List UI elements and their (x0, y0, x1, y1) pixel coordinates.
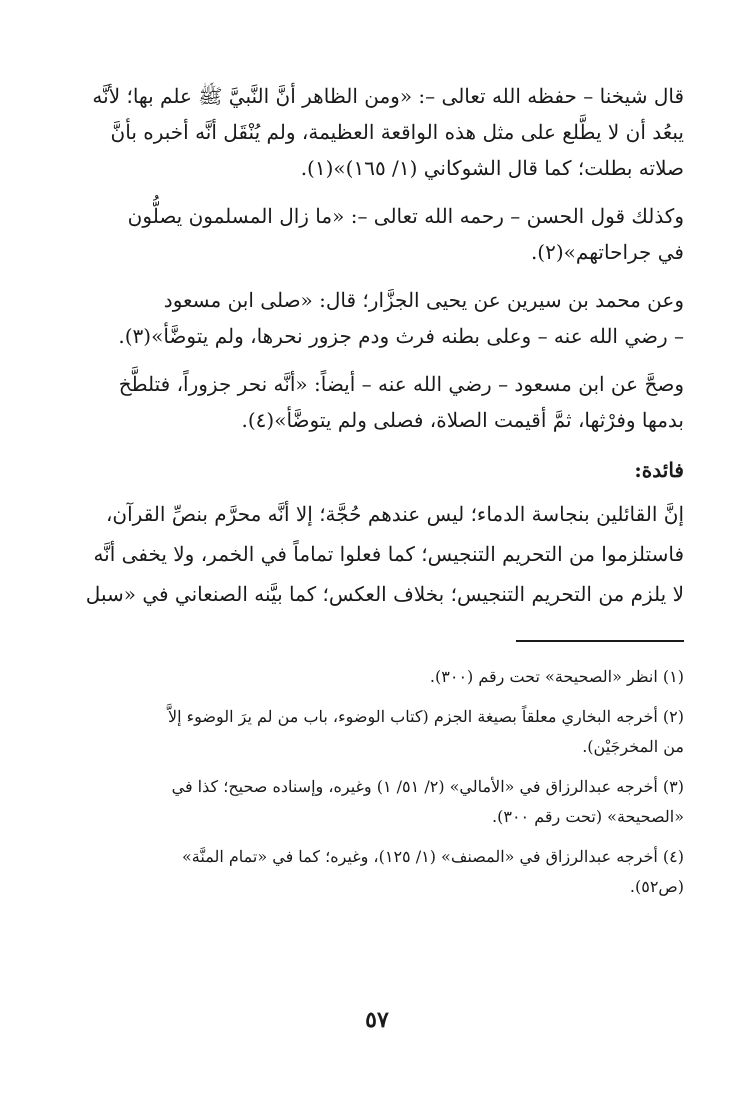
paragraph-line: وكذلك قول الحسن – رحمه الله تعالى –: «ما زال المسلمون يصلُّون (127, 204, 684, 228)
footnote-1 (62, 662, 684, 692)
paragraph-line: وصحَّ عن ابن مسعود – رضي الله عنه – أيضاً: «أنَّه نحر جزوراً، فتلطَّخ (118, 372, 684, 396)
paragraph-2 (62, 198, 684, 270)
paragraph-line: قال شيخنا – حفظه الله تعالى –: «ومن الظاهر أنَّ النَّبيَّ ﷺ علم بها؛ لأنَّه (92, 84, 684, 108)
paragraph-line: وعن محمد بن سيرين عن يحيى الجزَّار؛ قال: «صلى ابن مسعود (163, 288, 684, 312)
paragraph-3 (62, 282, 684, 354)
page-number: ٥٧ (365, 1007, 389, 1033)
paragraph-line: فاستلزموا من التحريم التنجيس؛ كما فعلوا تماماً في الخمر، ولا يخفى أنَّه (93, 542, 684, 566)
paragraph-line: في جراحاتهم»(٢). (530, 240, 684, 264)
paragraph-1 (62, 78, 684, 186)
page-content (62, 78, 684, 912)
paragraph-line: إنَّ القائلين بنجاسة الدماء؛ ليس عندهم حُجَّة؛ إلا أنَّه محرَّم بنصِّ القرآن، (105, 502, 684, 526)
footnote-line: (٤) أخرجه عبدالرزاق في «المصنف» (١/ ١٢٥)، وغيره؛ كما في «تمام المنَّة» (182, 847, 684, 866)
paragraph-line: بدمها وفرْثها، ثمَّ أقيمت الصلاة، فصلى ولم يتوضَّأ»(٤). (241, 408, 684, 432)
footnote-line: (ص٥٢). (629, 877, 684, 896)
footnote-line: (٢) أخرجه البخاري معلقاً بصيغة الجزم (كتاب الوضوء، باب من لم يرَ الوضوء إلاَّ (167, 707, 684, 726)
footnote-3 (62, 772, 684, 832)
paragraph-4 (62, 366, 684, 438)
footnote-4 (62, 842, 684, 902)
paragraph-line: صلاته بطلت؛ كما قال الشوكاني (١/ ١٦٥)»(١). (300, 156, 684, 180)
footnote-line: «الصحيحة» (تحت رقم ٣٠٠). (492, 807, 684, 826)
footnote-line: (٣) أخرجه عبدالرزاق في «الأمالي» (٢/ ٥١/ ١) وغيره، وإسناده صحيح؛ كذا في (171, 777, 684, 796)
paragraph-line: يبعُد أن لا يطَّلع على مثل هذه الواقعة العظيمة، ولم يُنْقَل أنَّه أخبره بأنَّ (110, 120, 684, 144)
paragraph-5 (62, 494, 684, 614)
footnote-line: (١) انظر «الصحيحة» تحت رقم (٣٠٠). (429, 667, 684, 686)
paragraph-line: – رضي الله عنه – وعلى بطنه فرث ودم جزور نحرها، ولم يتوضَّأ»(٣). (118, 324, 684, 348)
section-heading: فائدة: (634, 458, 684, 482)
paragraph-line: لا يلزم من التحريم التنجيس؛ بخلاف العكس؛ كما بيَّنه الصنعاني في «سبل (85, 582, 684, 606)
footnotes (62, 662, 684, 902)
footnote-line: من المخرجَيْن). (582, 737, 684, 756)
footnote-2 (62, 702, 684, 762)
footnote-divider (516, 640, 684, 642)
